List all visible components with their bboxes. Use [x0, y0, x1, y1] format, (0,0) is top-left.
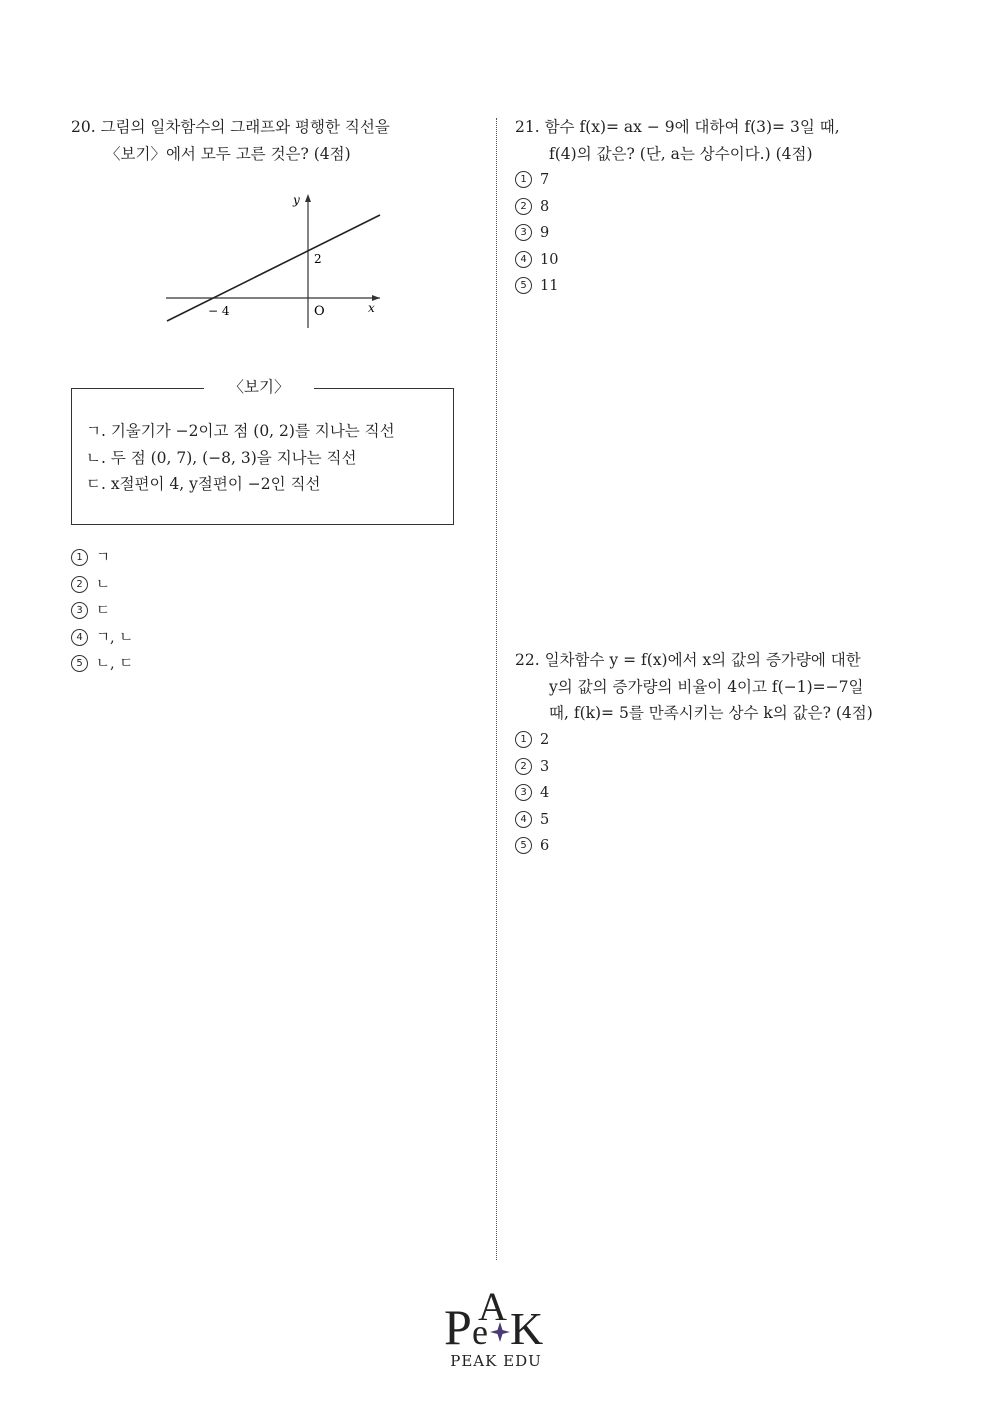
choice-item[interactable]	[515, 833, 549, 860]
logo-letter-a: A	[478, 1284, 507, 1329]
logo-letter-e: e	[472, 1312, 488, 1352]
origin-label: O	[314, 304, 325, 319]
question-22-line-1: 22. 일차함수 y = f(x)에서 x의 값의 증가량에 대한	[515, 651, 861, 669]
choice-number: 4	[515, 251, 532, 268]
choice-item[interactable]	[71, 572, 133, 599]
choice-item[interactable]	[515, 727, 549, 754]
choice-text: 7	[540, 172, 550, 188]
choice-number: 2	[71, 576, 88, 593]
y-axis-label: y	[293, 193, 300, 207]
question-21-line-1: 21. 함수 f(x)= ax − 9에 대하여 f(3)= 3일 때,	[515, 118, 840, 136]
logo-subtitle: PEAK EDU	[450, 1352, 542, 1370]
choice-text: 5	[540, 811, 550, 828]
question-20-choices	[71, 545, 133, 678]
choice-number: 1	[515, 171, 532, 188]
question-20-line-1: 20. 그림의 일차함수의 그래프와 평행한 직선을	[71, 118, 390, 136]
choice-item[interactable]	[71, 598, 133, 625]
choice-item[interactable]	[515, 167, 558, 194]
choice-number: 2	[515, 758, 532, 775]
choice-item[interactable]	[515, 754, 549, 781]
column-divider	[496, 118, 497, 1260]
choice-number: 1	[515, 731, 532, 748]
choice-text: 8	[540, 198, 550, 215]
choice-item[interactable]	[515, 194, 558, 221]
logo-letter-p: P	[444, 1299, 472, 1355]
x-intercept-label: − 4	[208, 304, 230, 318]
choice-item[interactable]	[515, 780, 549, 807]
choice-text: ㄷ	[96, 603, 111, 620]
graph-line	[167, 215, 380, 321]
choice-text: 6	[540, 838, 550, 855]
choice-number: 1	[71, 549, 88, 566]
choice-text: 3	[540, 758, 550, 775]
choice-item[interactable]	[515, 247, 558, 274]
choice-number: 4	[71, 629, 88, 646]
question-22	[515, 647, 873, 727]
question-22-line-3: 때, f(k)= 5를 만족시키는 상수 k의 값은? (4점)	[549, 704, 873, 722]
choice-item[interactable]	[515, 807, 549, 834]
question-20-line-2: 〈보기〉에서 모두 고른 것은? (4점)	[105, 144, 351, 163]
choice-number: 4	[515, 811, 532, 828]
question-22-line-2: y의 값의 증가량의 비율이 4이고 f(−1)=−7일	[549, 677, 864, 696]
choice-number: 2	[515, 198, 532, 215]
choice-text: ㄴ	[96, 576, 111, 593]
bogi-title: 〈보기〉	[204, 374, 314, 400]
choice-number: 3	[515, 224, 532, 241]
bogi-item-3: ㄷ. x절편이 4, y절편이 −2인 직선	[86, 475, 321, 493]
question-22-choices	[515, 727, 549, 860]
choice-text: ㄱ, ㄴ	[96, 629, 134, 646]
logo-letter-k: K	[510, 1303, 544, 1354]
choice-item[interactable]	[71, 651, 133, 678]
bogi-items	[86, 418, 395, 498]
choice-text: 2	[540, 732, 550, 748]
choice-item[interactable]	[71, 625, 133, 652]
choice-number: 5	[515, 837, 532, 854]
y-intercept-label: 2	[314, 252, 322, 266]
choice-text: 9	[540, 225, 550, 242]
question-20	[71, 114, 390, 167]
bogi-item-1: ㄱ. 기울기가 −2이고 점 (0, 2)를 지나는 직선	[86, 422, 395, 440]
choice-text: ㄴ, ㄷ	[96, 656, 134, 673]
linear-function-graph	[160, 188, 390, 338]
choice-number: 5	[515, 277, 532, 294]
choice-text: 11	[540, 278, 559, 295]
question-21-line-2: f(4)의 값은? (단, a는 상수이다.) (4점)	[549, 144, 813, 163]
choice-number: 3	[71, 602, 88, 619]
question-21	[515, 114, 840, 167]
choice-item[interactable]	[71, 545, 133, 572]
choice-item[interactable]	[515, 273, 558, 300]
choice-item[interactable]	[515, 220, 558, 247]
choice-text: 4	[540, 785, 550, 802]
choice-number: 3	[515, 784, 532, 801]
bogi-item-2: ㄴ. 두 점 (0, 7), (−8, 3)을 지나는 직선	[86, 448, 357, 467]
choice-number: 5	[71, 655, 88, 672]
choice-text: 10	[540, 251, 559, 268]
y-axis-arrow	[305, 194, 311, 202]
x-axis-label: x	[368, 301, 375, 315]
question-21-choices	[515, 167, 558, 300]
choice-text: ㄱ	[96, 550, 111, 566]
